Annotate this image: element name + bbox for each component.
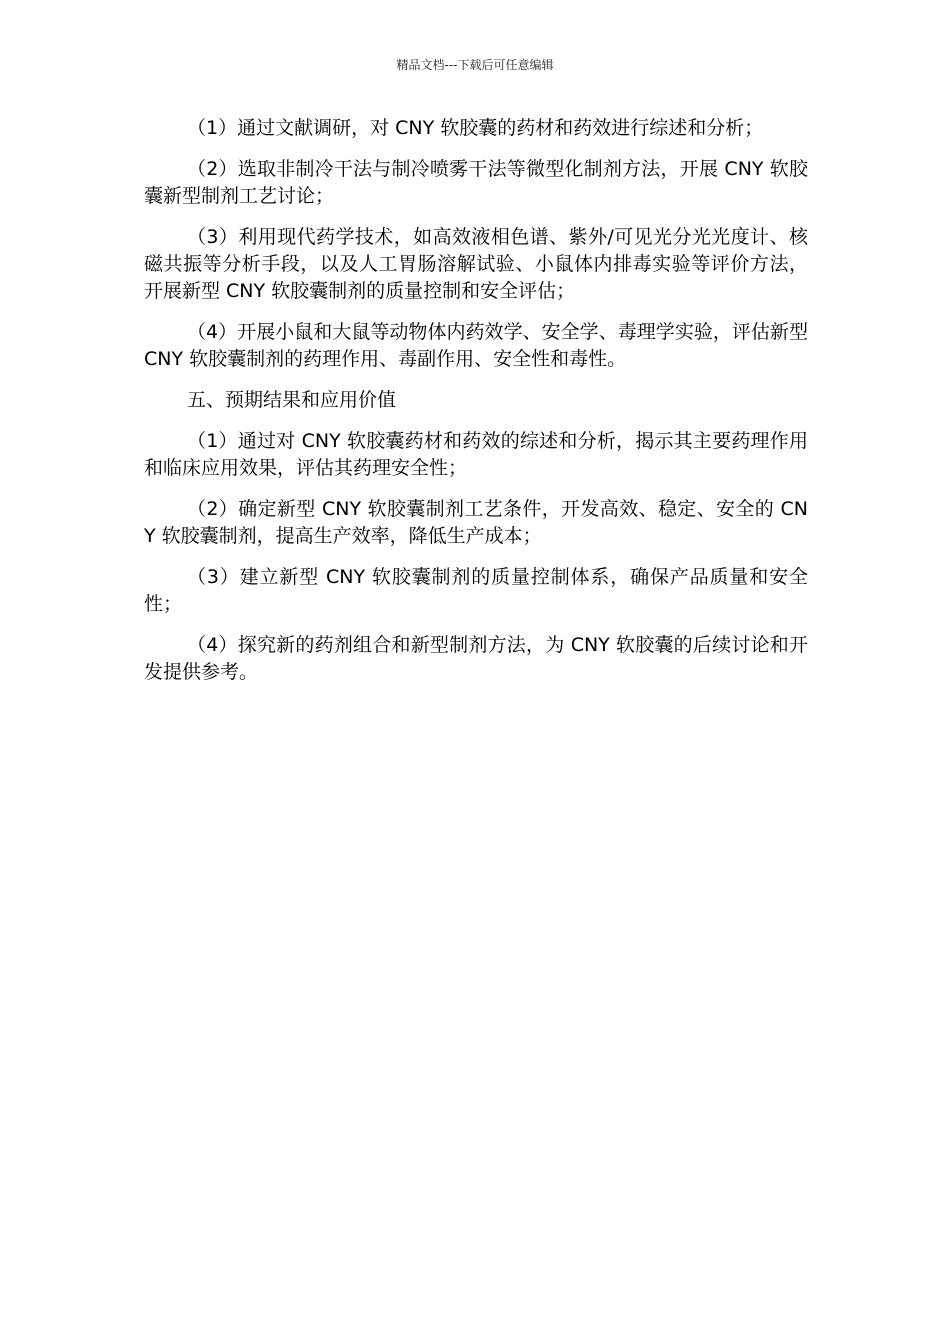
document-body	[144, 115, 808, 700]
result-paragraph-2: （2）确定新型 CNY 软胶囊制剂工艺条件，开发高效、稳定、安全的 CNY 软胶囊制剂，提高生产效率，降低生产成本；	[144, 498, 808, 547]
paragraph-3: （3）利用现代药学技术，如高效液相色谱、紫外/可见光分光光度计、核磁共振等分析手段，以及人工胃肠溶解试验、小鼠体内排毒实验等评价方法，开展新型 CNY 软胶囊制剂的质量控制和安全评估；	[144, 226, 808, 302]
paragraph-4: （4）开展小鼠和大鼠等动物体内药效学、安全学、毒理学实验，评估新型 CNY 软胶囊制剂的药理作用、毒副作用、安全性和毒性。	[144, 321, 808, 370]
result-paragraph-1: （1）通过对 CNY 软胶囊药材和药效的综述和分析，揭示其主要药理作用和临床应用效果，评估其药理安全性；	[144, 430, 808, 479]
paragraph-1: （1）通过文献调研，对 CNY 软胶囊的药材和药效进行综述和分析；	[187, 117, 764, 139]
section-heading-expected-results: 五、预期结果和应用价值	[187, 389, 397, 411]
page-header: 精品文档---下载后可任意编辑	[396, 58, 554, 72]
result-paragraph-4: （4）探究新的药剂组合和新型制剂方法，为 CNY 软胶囊的后续讨论和开发提供参考。	[144, 634, 808, 683]
result-paragraph-3: （3）建立新型 CNY 软胶囊制剂的质量控制体系，确保产品质量和安全性；	[144, 566, 808, 615]
paragraph-2: （2）选取非制冷干法与制冷喷雾干法等微型化制剂方法，开展 CNY 软胶囊新型制剂工艺讨论；	[144, 158, 808, 207]
